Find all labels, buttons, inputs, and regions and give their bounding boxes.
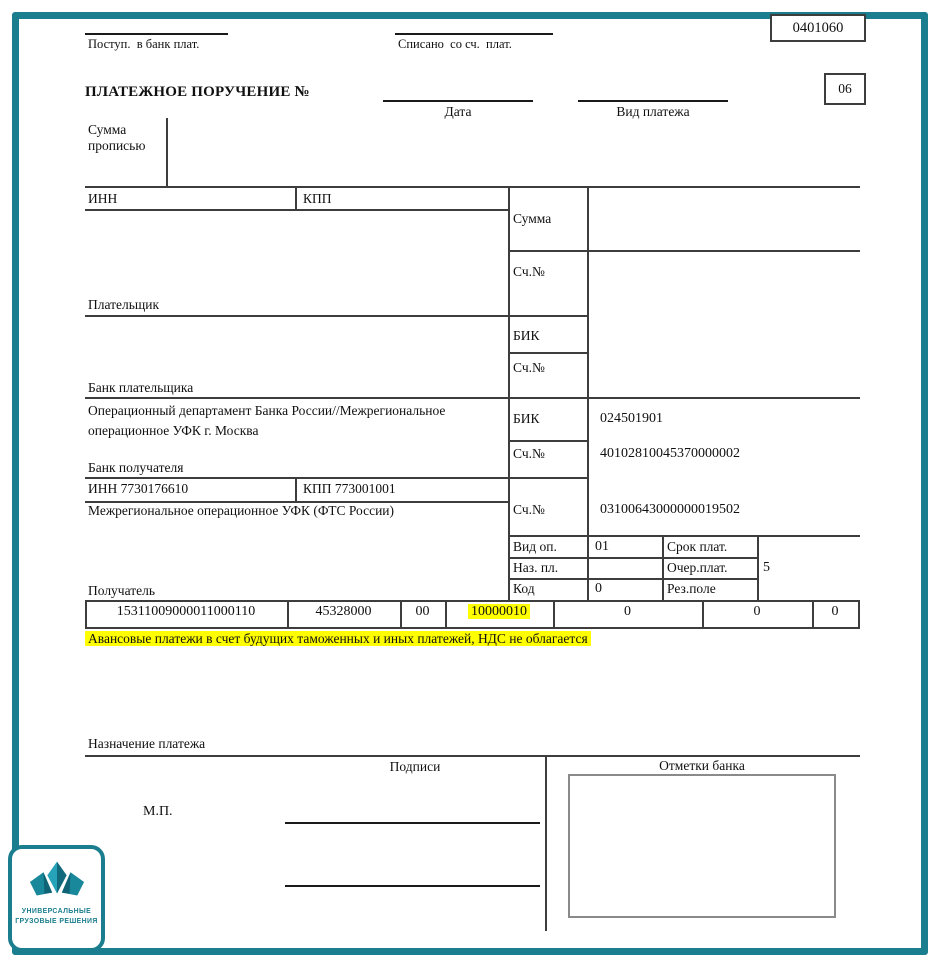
table-line xyxy=(85,477,587,479)
table-line xyxy=(508,535,860,537)
table-line xyxy=(662,535,664,601)
payee-name: Межрегиональное операционное УФК (ФТС России) xyxy=(88,503,395,518)
signature-line-1 xyxy=(285,822,540,824)
payee-label: Получатель xyxy=(88,583,156,598)
tax-cell-oktmo: 45328000 xyxy=(315,604,372,619)
company-logo xyxy=(8,845,105,952)
tax-cell-doc-date: 0 xyxy=(753,604,761,619)
debited-stamp-line xyxy=(395,33,553,35)
table-line xyxy=(508,578,757,580)
table-line xyxy=(85,186,860,188)
form-code-box: 0401060 xyxy=(770,14,866,42)
op-kind-value: 01 xyxy=(595,539,609,554)
logo-text-line1: УНИВЕРСАЛЬНЫЕ xyxy=(21,908,92,915)
bank-marks-label: Отметки банка xyxy=(659,758,745,773)
tax-cell-doc-number: 0 xyxy=(624,604,631,619)
payment-kind-line xyxy=(578,100,728,102)
table-line xyxy=(295,477,297,502)
amount-words-label: Сумма прописью xyxy=(88,122,146,154)
tax-cell-kbk: 15311009000011000110 xyxy=(116,604,256,619)
crystal-gems-icon xyxy=(28,861,86,901)
table-line xyxy=(508,250,860,252)
payment-kind-label: Вид платежа xyxy=(616,104,690,119)
stamp-label: М.П. xyxy=(143,804,173,819)
payee-inn: ИНН 7730176610 xyxy=(88,481,189,496)
payee-account-value: 03100643000000019502 xyxy=(600,502,740,517)
payee-bank-account-value: 40102810045370000002 xyxy=(600,446,740,461)
table-line xyxy=(757,535,759,601)
table-line xyxy=(295,187,297,210)
payee-bank-bik-label: БИК xyxy=(513,411,540,426)
code-value: 0 xyxy=(595,581,602,596)
payer-kpp-label: КПП xyxy=(303,191,332,206)
priority-value: 5 xyxy=(763,560,770,575)
table-line xyxy=(508,440,587,442)
payment-purpose-label: Назначение платежа xyxy=(88,736,206,751)
payee-bank-name: Операционный департамент Банка России//Межрегиональное операционное УФК г. Москва xyxy=(88,403,446,439)
table-line xyxy=(508,187,510,601)
bank-marks-box xyxy=(568,774,836,918)
tax-cell-basis: 00 xyxy=(415,604,430,619)
table-line xyxy=(85,600,860,602)
payer-inn-label: ИНН xyxy=(88,191,118,206)
received-stamp-label: Поступ. в банк плат. xyxy=(88,37,200,51)
code-label: Код xyxy=(513,581,535,596)
payee-bank-label: Банк получателя xyxy=(88,460,184,475)
payee-bank-account-label: Сч.№ xyxy=(513,446,545,461)
date-line xyxy=(383,100,533,102)
signatures-label: Подписи xyxy=(389,759,441,774)
tax-period-highlight: 10000010 xyxy=(468,604,530,619)
received-stamp-line xyxy=(85,33,228,35)
payer-account-label: Сч.№ xyxy=(513,264,545,279)
page-title: ПЛАТЕЖНОЕ ПОРУЧЕНИЕ № xyxy=(85,84,310,100)
signature-line-2 xyxy=(285,885,540,887)
status-code-box: 06 xyxy=(824,73,866,105)
table-line xyxy=(85,755,860,757)
table-line xyxy=(508,352,587,354)
purpose-code-label: Наз. пл. xyxy=(513,560,559,575)
table-line xyxy=(85,627,860,629)
table-line xyxy=(85,397,860,399)
table-line xyxy=(587,187,589,601)
amount-words-divider xyxy=(166,118,168,186)
payment-purpose-text: Авансовые платежи в счет будущих таможенных и иных платежей, НДС не облагается xyxy=(85,631,591,646)
date-label: Дата xyxy=(444,104,472,119)
footer-divider xyxy=(545,755,547,931)
reserve-field-label: Рез.поле xyxy=(667,581,716,596)
sum-label: Сумма xyxy=(513,211,552,226)
table-line xyxy=(508,557,757,559)
payer-bank-bik-label: БИК xyxy=(513,328,540,343)
tax-cell-type: 0 xyxy=(831,604,839,619)
payer-bank-label: Банк плательщика xyxy=(88,380,194,395)
payer-label: Плательщик xyxy=(88,297,160,312)
priority-label: Очер.плат. xyxy=(667,560,728,575)
tax-cell-period xyxy=(445,604,553,621)
payee-account-label: Сч.№ xyxy=(513,502,545,517)
debited-stamp-label: Списано со сч. плат. xyxy=(398,37,512,51)
pay-term-label: Срок плат. xyxy=(667,539,728,554)
table-line xyxy=(85,315,587,317)
op-kind-label: Вид оп. xyxy=(513,539,557,554)
table-line xyxy=(858,600,860,627)
logo-text-line2: ГРУЗОВЫЕ РЕШЕНИЯ xyxy=(15,918,98,926)
payee-kpp: КПП 773001001 xyxy=(303,481,396,496)
payer-bank-account-label: Сч.№ xyxy=(513,360,545,375)
payee-bank-bik-value: 024501901 xyxy=(600,411,663,426)
